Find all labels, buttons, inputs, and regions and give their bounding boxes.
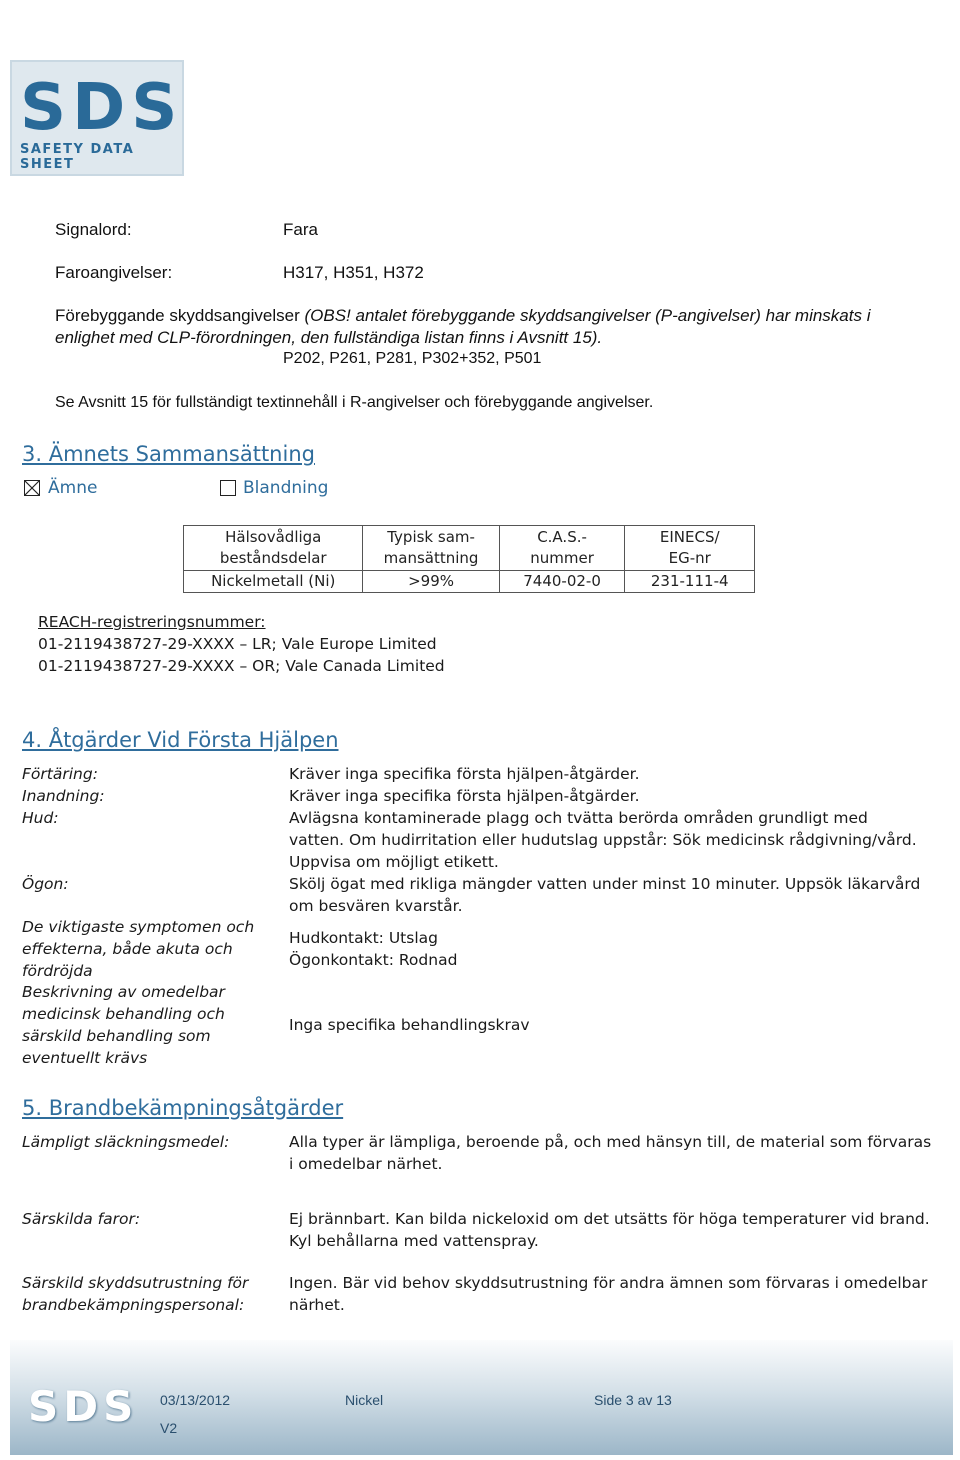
footer-date: 03/13/2012 — [160, 1392, 231, 1408]
table-row — [184, 571, 755, 593]
extinguishing-media-line-2: i omedelbar närhet. — [289, 1155, 443, 1173]
symptoms-label-1: De viktigaste symptomen och — [22, 918, 255, 936]
skin-line-1: Avlägsna kontaminerade plagg och tvätta berörda områden grundligt med — [289, 809, 868, 827]
footer-product: Nickel — [345, 1392, 384, 1408]
precautionary-heading — [55, 305, 871, 327]
table-header-row — [184, 526, 755, 571]
cell-cas: 7440-02-0 — [499, 571, 625, 593]
eyes-label: Ögon: — [22, 875, 69, 893]
medical-label-1: Beskrivning av omedelbar — [22, 983, 225, 1001]
medical-label-2: medicinsk behandling och — [22, 1005, 225, 1023]
precautionary-codes: P202, P261, P281, P302+352, P501 — [283, 350, 542, 367]
cell-composition: >99% — [363, 571, 499, 593]
page-footer — [10, 1340, 953, 1455]
precautionary-note-2: enlighet med CLP-förordningen, den fullständiga listan finns i Avsnitt 15). — [55, 328, 603, 347]
special-hazards-line-2: Kyl behållarna med vattenspray. — [289, 1232, 539, 1250]
special-hazards-label: Särskilda faror: — [22, 1210, 141, 1228]
mixture-checkbox[interactable] — [220, 480, 236, 496]
signal-word-value: Fara — [283, 220, 318, 239]
cell-component: Nickelmetall (Ni) — [184, 571, 363, 593]
cell-einecs: 231-111-4 — [625, 571, 755, 593]
reach-label: REACH-registreringsnummer: — [38, 613, 266, 631]
medical-label-4: eventuellt krävs — [22, 1049, 148, 1067]
composition-table — [183, 525, 755, 593]
footer-version: V2 — [160, 1420, 178, 1436]
eyes-line-2: om besvären kvarstår. — [289, 897, 463, 915]
section-3-title: 3. Ämnets Sammansättning — [22, 442, 315, 466]
sds-logo — [10, 60, 184, 176]
header-einecs: EINECS/ EG-nr — [625, 526, 755, 571]
special-hazards-line-1: Ej brännbart. Kan bilda nickeloxid om det utsätts för höga temperaturer vid brand. — [289, 1210, 930, 1228]
extinguishing-media-label: Lämpligt släckningsmedel: — [22, 1133, 230, 1151]
header-hazardous-components: Hälsovådliga beståndsdelar — [184, 526, 363, 571]
footer-logo: SDS — [28, 1382, 139, 1431]
substance-checkbox[interactable] — [24, 480, 40, 496]
hazard-statements-label: Faroangivelser: — [55, 263, 173, 282]
logo-letters: SDS — [20, 71, 184, 145]
protective-equipment-label-1: Särskild skyddsutrustning för — [22, 1274, 249, 1292]
protective-equipment-label-2: brandbekämpningspersonal: — [22, 1296, 245, 1314]
protective-equipment-line-2: närhet. — [289, 1296, 345, 1314]
symptoms-line-1: Hudkontakt: Utslag — [289, 929, 438, 947]
ingestion-value: Kräver inga specifika första hjälpen-åtgärder. — [289, 765, 640, 783]
hazard-statements-value: H317, H351, H372 — [283, 263, 424, 282]
inhalation-label: Inandning: — [22, 787, 105, 805]
check-cross-icon — [24, 480, 40, 496]
section-5-title: 5. Brandbekämpningsåtgärder — [22, 1096, 344, 1120]
symptoms-line-2: Ögonkontakt: Rodnad — [289, 951, 458, 969]
skin-line-3: Uppvisa om möjligt etikett. — [289, 853, 499, 871]
logo-subtitle: SAFETY DATA SHEET — [20, 142, 135, 172]
symptoms-label-2: effekterna, både akuta och — [22, 940, 233, 958]
header-typical-composition: Typisk sam- mansättning — [363, 526, 499, 571]
precautionary-label: Förebyggande skyddsangivelser — [55, 306, 300, 325]
footer-page-number: Side 3 av 13 — [594, 1392, 672, 1408]
precautionary-note-1: (OBS! antalet förebyggande skyddsangivelser (P-angivelser) har minskats i — [304, 306, 871, 325]
ingestion-label: Förtäring: — [22, 765, 98, 783]
section-4-title: 4. Åtgärder Vid Första Hjälpen — [22, 728, 339, 752]
medical-label-3: särskild behandling som — [22, 1027, 211, 1045]
eyes-line-1: Skölj ögat med rikliga mängder vatten under minst 10 minuter. Uppsök läkarvård — [289, 875, 921, 893]
protective-equipment-line-1: Ingen. Bär vid behov skyddsutrustning för andra ämnen som förvaras i omedelbar — [289, 1274, 928, 1292]
signal-word-label: Signalord: — [55, 220, 132, 239]
reach-line-2: 01-2119438727-29-XXXX – OR; Vale Canada Limited — [38, 657, 445, 675]
medical-value: Inga specifika behandlingskrav — [289, 1016, 530, 1034]
skin-line-2: vatten. Om hudirritation eller hudutslag uppstår: Sök medicinsk rådgivning/vård. — [289, 831, 917, 849]
mixture-label: Blandning — [243, 478, 329, 498]
skin-label: Hud: — [22, 809, 59, 827]
symptoms-label-3: fördröjda — [22, 962, 93, 980]
inhalation-value: Kräver inga specifika första hjälpen-åtgärder. — [289, 787, 640, 805]
header-cas-number: C.A.S.- nummer — [499, 526, 625, 571]
extinguishing-media-line-1: Alla typer är lämpliga, beroende på, och med hänsyn till, de material som förvaras — [289, 1133, 932, 1151]
see-section-note: Se Avsnitt 15 för fullständigt textinnehåll i R-angivelser och förebyggande angivelser. — [55, 394, 654, 411]
reach-line-1: 01-2119438727-29-XXXX – LR; Vale Europe Limited — [38, 635, 437, 653]
substance-label: Ämne — [48, 478, 98, 498]
